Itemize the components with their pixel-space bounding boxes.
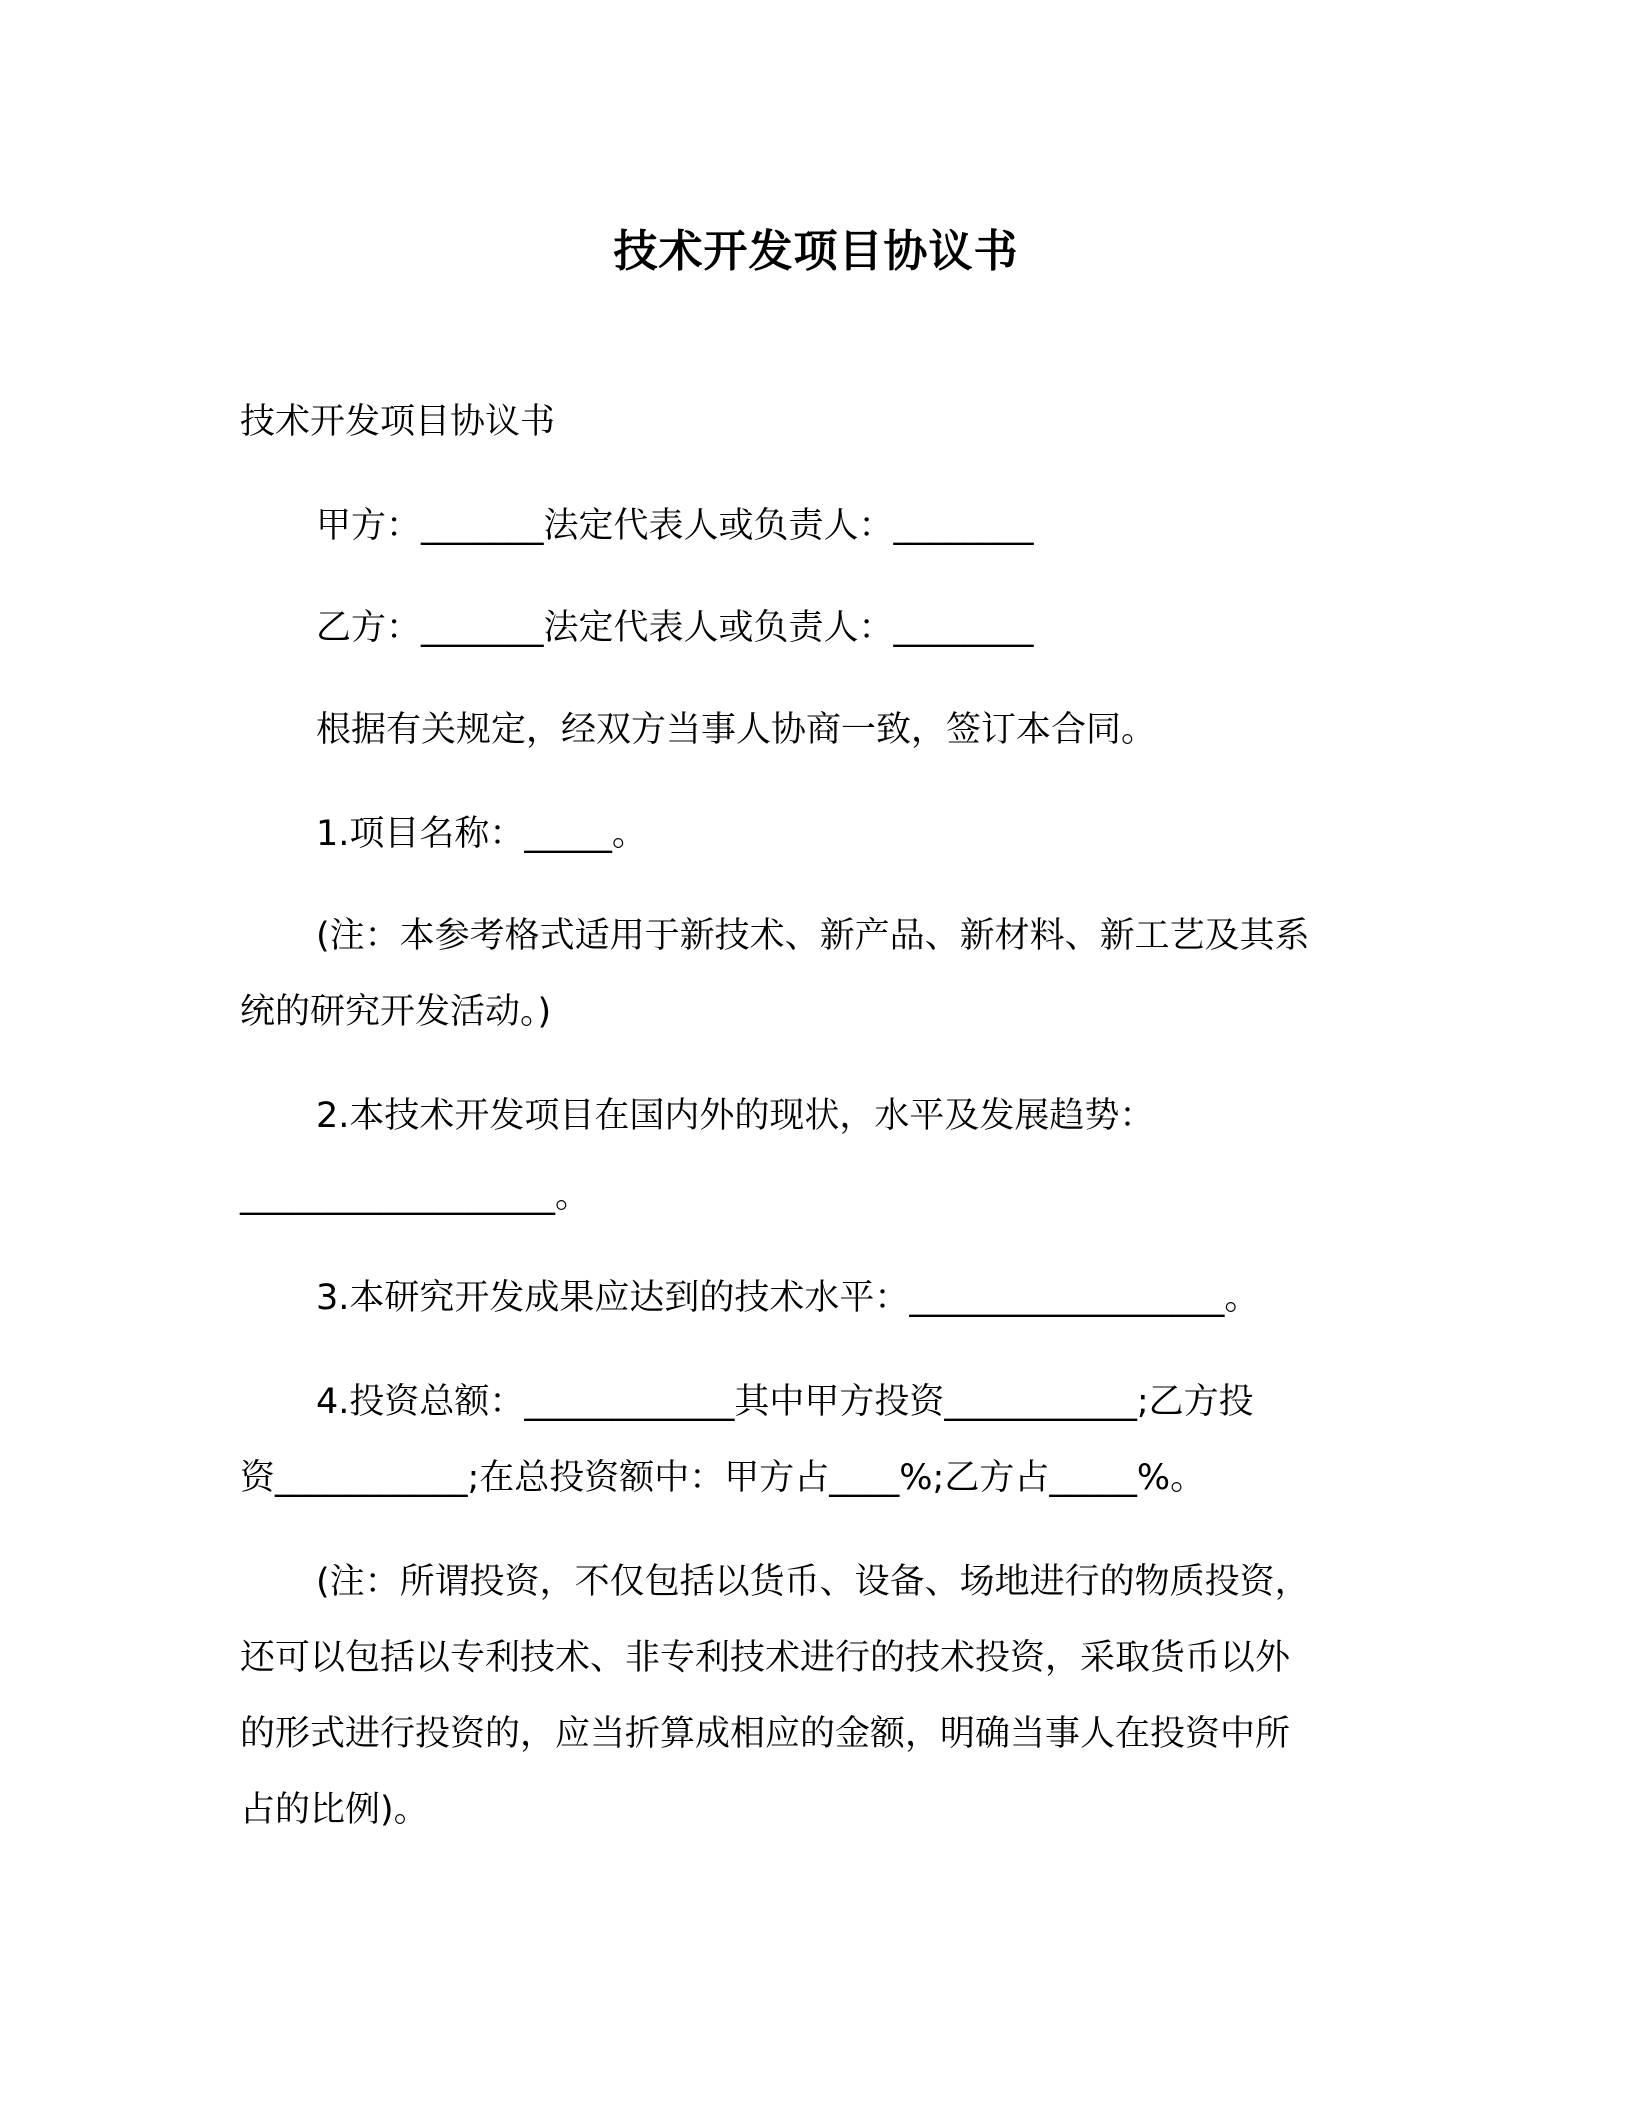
note-2-line-1: (注：所谓投资，不仅包括以货币、设备、场地进行的物质投资， bbox=[316, 1562, 1310, 1602]
note-2-line-3: 的形式进行投资的，应当折算成相应的金额，明确当事人在投资中所 bbox=[240, 1714, 1291, 1754]
note-1-line-2: 统的研究开发活动。) bbox=[240, 992, 552, 1032]
clause-4-line-2: 资___________;在总投资额中：甲方占____%;乙方占_____%。 bbox=[240, 1458, 1206, 1498]
document-title: 技术开发项目协议书 bbox=[613, 226, 1019, 277]
note-1-line-1: (注：本参考格式适用于新技术、新产品、新材料、新工艺及其系 bbox=[316, 916, 1310, 956]
clause-1-line: 1.项目名称：_____。 bbox=[316, 814, 647, 854]
preamble-line: 根据有关规定，经双方当事人协商一致，签订本合同。 bbox=[316, 710, 1157, 750]
subtitle-line: 技术开发项目协议书 bbox=[240, 402, 556, 442]
clause-4-line-1: 4.投资总额：____________其中甲方投资___________;乙方投 bbox=[316, 1382, 1254, 1422]
party-a-line: 甲方：_______法定代表人或负责人：________ bbox=[316, 506, 1034, 546]
clause-3-line: 3.本研究开发成果应达到的技术水平：__________________。 bbox=[316, 1278, 1260, 1318]
clause-2-line-2: __________________。 bbox=[240, 1176, 591, 1216]
clause-2-line-1: 2.本技术开发项目在国内外的现状，水平及发展趋势： bbox=[316, 1096, 1155, 1136]
note-2-line-4: 占的比例)。 bbox=[240, 1790, 429, 1830]
note-2-line-2: 还可以包括以专利技术、非专利技术进行的技术投资，采取货币以外 bbox=[240, 1638, 1291, 1678]
party-b-line: 乙方：_______法定代表人或负责人：________ bbox=[316, 608, 1034, 648]
